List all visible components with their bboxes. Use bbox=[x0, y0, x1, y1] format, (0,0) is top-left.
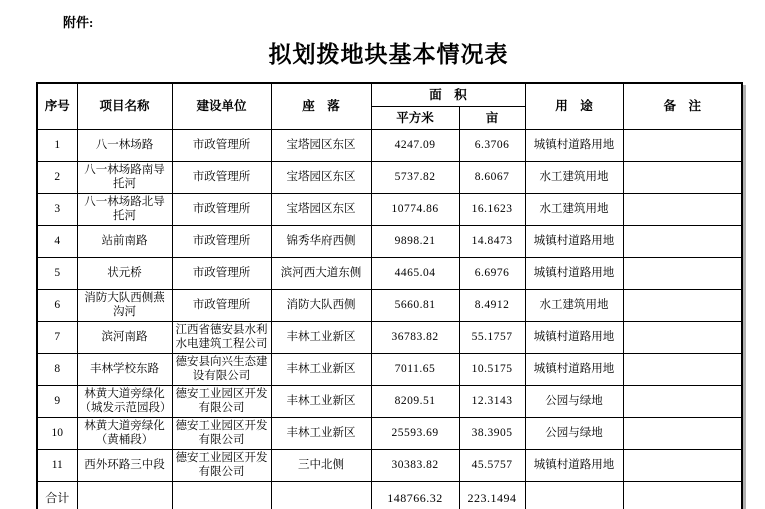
total-square-meters: 148766.32 bbox=[371, 482, 459, 509]
cell-project-name: 八一林场路南导托河 bbox=[77, 162, 172, 194]
header-area: 面 积 bbox=[371, 83, 525, 107]
cell-mu: 8.6067 bbox=[459, 162, 525, 194]
table-row bbox=[37, 226, 742, 258]
cell-use: 城镇村道路用地 bbox=[525, 450, 623, 482]
cell-no: 6 bbox=[37, 290, 77, 322]
total-mu: 223.1494 bbox=[459, 482, 525, 509]
total-label: 合计 bbox=[37, 482, 77, 509]
cell-construction-unit: 德安工业园区开发有限公司 bbox=[172, 386, 271, 418]
table-row bbox=[37, 194, 742, 226]
cell-no: 8 bbox=[37, 354, 77, 386]
cell-location: 宝塔园区东区 bbox=[271, 162, 371, 194]
cell-remark bbox=[623, 354, 742, 386]
header-remark: 备 注 bbox=[623, 83, 742, 130]
cell-use: 城镇村道路用地 bbox=[525, 258, 623, 290]
cell-mu: 45.5757 bbox=[459, 450, 525, 482]
cell-no: 4 bbox=[37, 226, 77, 258]
cell-use: 城镇村道路用地 bbox=[525, 130, 623, 162]
cell-project-name: 西外环路三中段 bbox=[77, 450, 172, 482]
cell-project-name: 滨河南路 bbox=[77, 322, 172, 354]
header-no: 序号 bbox=[37, 83, 77, 130]
cell-square-meters: 25593.69 bbox=[371, 418, 459, 450]
cell-project-name: 林黄大道旁绿化（黄桶段） bbox=[77, 418, 172, 450]
cell-mu: 6.3706 bbox=[459, 130, 525, 162]
total-use bbox=[525, 482, 623, 509]
cell-no: 11 bbox=[37, 450, 77, 482]
cell-remark bbox=[623, 130, 742, 162]
cell-construction-unit: 市政管理所 bbox=[172, 290, 271, 322]
cell-mu: 8.4912 bbox=[459, 290, 525, 322]
cell-construction-unit: 市政管理所 bbox=[172, 194, 271, 226]
cell-construction-unit: 德安工业园区开发有限公司 bbox=[172, 450, 271, 482]
cell-mu: 55.1757 bbox=[459, 322, 525, 354]
cell-remark bbox=[623, 258, 742, 290]
cell-construction-unit: 市政管理所 bbox=[172, 258, 271, 290]
cell-use: 公园与绿地 bbox=[525, 386, 623, 418]
total-row bbox=[37, 482, 742, 509]
cell-use: 水工建筑用地 bbox=[525, 162, 623, 194]
cell-no: 2 bbox=[37, 162, 77, 194]
cell-no: 5 bbox=[37, 258, 77, 290]
cell-square-meters: 8209.51 bbox=[371, 386, 459, 418]
table-row bbox=[37, 322, 742, 354]
cell-project-name: 状元桥 bbox=[77, 258, 172, 290]
cell-project-name: 站前南路 bbox=[77, 226, 172, 258]
cell-square-meters: 4465.04 bbox=[371, 258, 459, 290]
cell-location: 丰林工业新区 bbox=[271, 418, 371, 450]
header-use: 用 途 bbox=[525, 83, 623, 130]
table-row bbox=[37, 162, 742, 194]
cell-square-meters: 9898.21 bbox=[371, 226, 459, 258]
cell-use: 城镇村道路用地 bbox=[525, 322, 623, 354]
cell-location: 丰林工业新区 bbox=[271, 354, 371, 386]
cell-construction-unit: 市政管理所 bbox=[172, 226, 271, 258]
attachment-label: 附件: bbox=[63, 15, 94, 30]
cell-location: 三中北侧 bbox=[271, 450, 371, 482]
cell-location: 滨河西大道东侧 bbox=[271, 258, 371, 290]
cell-location: 丰林工业新区 bbox=[271, 322, 371, 354]
cell-square-meters: 5660.81 bbox=[371, 290, 459, 322]
cell-no: 1 bbox=[37, 130, 77, 162]
cell-use: 公园与绿地 bbox=[525, 418, 623, 450]
cell-location: 宝塔园区东区 bbox=[271, 194, 371, 226]
total-project-name bbox=[77, 482, 172, 509]
cell-no: 9 bbox=[37, 386, 77, 418]
cell-no: 10 bbox=[37, 418, 77, 450]
cell-use: 水工建筑用地 bbox=[525, 290, 623, 322]
header-project-name: 项目名称 bbox=[77, 83, 172, 130]
cell-square-meters: 10774.86 bbox=[371, 194, 459, 226]
table-row bbox=[37, 130, 742, 162]
cell-remark bbox=[623, 290, 742, 322]
table-row bbox=[37, 450, 742, 482]
cell-location: 宝塔园区东区 bbox=[271, 130, 371, 162]
cell-mu: 38.3905 bbox=[459, 418, 525, 450]
cell-construction-unit: 市政管理所 bbox=[172, 130, 271, 162]
cell-mu: 12.3143 bbox=[459, 386, 525, 418]
table-row bbox=[37, 258, 742, 290]
cell-remark bbox=[623, 226, 742, 258]
cell-location: 消防大队西侧 bbox=[271, 290, 371, 322]
table-row bbox=[37, 290, 742, 322]
table-row bbox=[37, 418, 742, 450]
cell-remark bbox=[623, 322, 742, 354]
cell-project-name: 林黄大道旁绿化（城发示范园段） bbox=[77, 386, 172, 418]
table-body bbox=[37, 130, 742, 509]
cell-mu: 6.6976 bbox=[459, 258, 525, 290]
header-row-1 bbox=[37, 83, 742, 107]
cell-project-name: 八一林场路北导托河 bbox=[77, 194, 172, 226]
cell-location: 锦秀华府西侧 bbox=[271, 226, 371, 258]
cell-square-meters: 30383.82 bbox=[371, 450, 459, 482]
total-remark bbox=[623, 482, 742, 509]
total-construction-unit bbox=[172, 482, 271, 509]
cell-square-meters: 36783.82 bbox=[371, 322, 459, 354]
cell-project-name: 消防大队西侧燕沟河 bbox=[77, 290, 172, 322]
header-location: 座 落 bbox=[271, 83, 371, 130]
total-location bbox=[271, 482, 371, 509]
cell-location: 丰林工业新区 bbox=[271, 386, 371, 418]
cell-project-name: 八一林场路 bbox=[77, 130, 172, 162]
cell-mu: 10.5175 bbox=[459, 354, 525, 386]
cell-construction-unit: 市政管理所 bbox=[172, 162, 271, 194]
table-row bbox=[37, 354, 742, 386]
cell-construction-unit: 德安县向兴生态建设有限公司 bbox=[172, 354, 271, 386]
header-construction-unit: 建设单位 bbox=[172, 83, 271, 130]
page-title: 拟划拨地块基本情况表 bbox=[268, 42, 509, 67]
cell-mu: 16.1623 bbox=[459, 194, 525, 226]
cell-mu: 14.8473 bbox=[459, 226, 525, 258]
cell-remark bbox=[623, 450, 742, 482]
cell-remark bbox=[623, 162, 742, 194]
cell-no: 3 bbox=[37, 194, 77, 226]
cell-no: 7 bbox=[37, 322, 77, 354]
cell-remark bbox=[623, 386, 742, 418]
cell-use: 城镇村道路用地 bbox=[525, 354, 623, 386]
cell-use: 城镇村道路用地 bbox=[525, 226, 623, 258]
cell-square-meters: 4247.09 bbox=[371, 130, 459, 162]
cell-remark bbox=[623, 194, 742, 226]
cell-use: 水工建筑用地 bbox=[525, 194, 623, 226]
cell-remark bbox=[623, 418, 742, 450]
table-row bbox=[37, 386, 742, 418]
cell-project-name: 丰林学校东路 bbox=[77, 354, 172, 386]
land-parcel-table bbox=[36, 82, 743, 509]
cell-construction-unit: 德安工业园区开发有限公司 bbox=[172, 418, 271, 450]
header-mu: 亩 bbox=[459, 107, 525, 130]
table-header bbox=[37, 83, 742, 130]
header-square-meters: 平方米 bbox=[371, 107, 459, 130]
cell-square-meters: 7011.65 bbox=[371, 354, 459, 386]
cell-square-meters: 5737.82 bbox=[371, 162, 459, 194]
cell-construction-unit: 江西省德安县水利水电建筑工程公司 bbox=[172, 322, 271, 354]
